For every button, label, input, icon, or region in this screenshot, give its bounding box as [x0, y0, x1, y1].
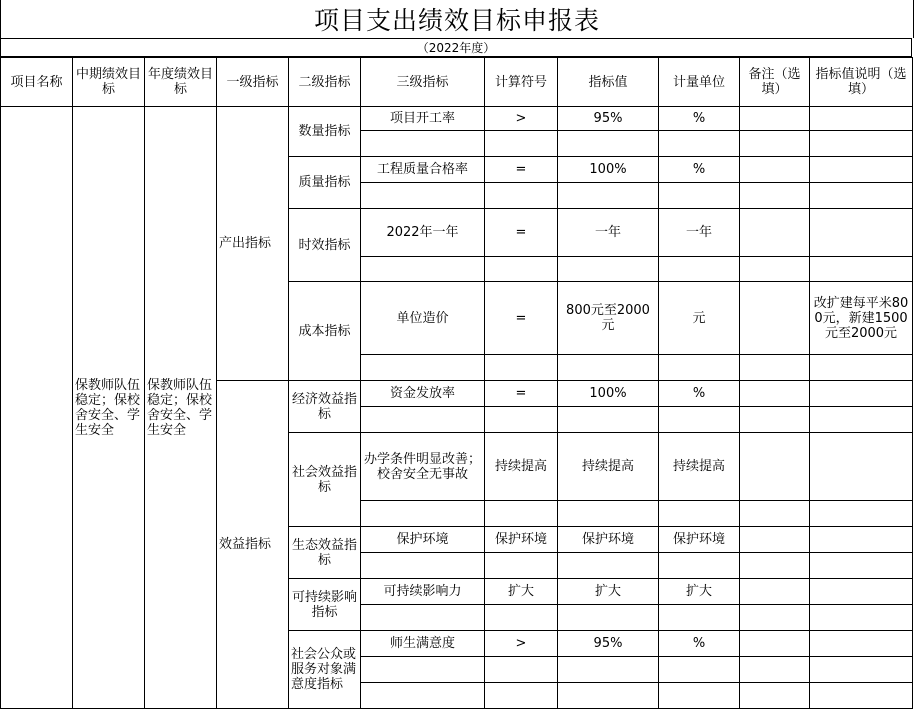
r9-value[interactable]: 95% — [558, 631, 659, 657]
mid-goal-cell[interactable]: 保教师队伍稳定；保校舍安全、学生安全 — [73, 107, 145, 709]
r1-value[interactable]: 95% — [558, 107, 659, 131]
r5-explain[interactable] — [810, 381, 913, 407]
header-operator[interactable]: 计算符号 — [485, 58, 558, 107]
empty-cell[interactable] — [810, 553, 913, 579]
empty-cell[interactable] — [485, 407, 558, 433]
level2-ecological-cell[interactable]: 生态效益指标 — [289, 527, 361, 579]
header-mid-goal[interactable]: 中期绩效目标 — [73, 58, 145, 107]
r4-remark[interactable] — [740, 282, 810, 355]
empty-cell[interactable] — [740, 183, 810, 209]
header-explain[interactable]: 指标值说明（选填） — [810, 58, 913, 107]
r2-op[interactable]: = — [485, 157, 558, 183]
r8-remark[interactable] — [740, 579, 810, 605]
empty-cell[interactable] — [810, 407, 913, 433]
empty-cell[interactable] — [810, 355, 913, 381]
empty-cell[interactable] — [659, 257, 740, 282]
r2-name[interactable]: 工程质量合格率 — [361, 157, 485, 183]
r4-explain[interactable]: 改扩建每平米800元，新建1500元至2000元 — [810, 282, 913, 355]
empty-cell[interactable] — [485, 131, 558, 157]
empty-cell[interactable] — [740, 683, 810, 709]
r7-explain[interactable] — [810, 527, 913, 553]
empty-cell[interactable] — [740, 257, 810, 282]
r7-op[interactable]: 保护环境 — [485, 527, 558, 553]
empty-cell[interactable] — [485, 657, 558, 683]
empty-cell[interactable] — [485, 683, 558, 709]
r8-value[interactable]: 扩大 — [558, 579, 659, 605]
empty-cell[interactable] — [361, 683, 485, 709]
empty-cell[interactable] — [740, 355, 810, 381]
r4-op[interactable]: = — [485, 282, 558, 355]
empty-cell[interactable] — [740, 605, 810, 631]
r4-unit[interactable]: 元 — [659, 282, 740, 355]
empty-cell[interactable] — [659, 355, 740, 381]
header-remark[interactable]: 备注（选填） — [740, 58, 810, 107]
empty-cell[interactable] — [361, 257, 485, 282]
r6-value[interactable]: 持续提高 — [558, 433, 659, 501]
empty-cell[interactable] — [558, 501, 659, 527]
empty-cell[interactable] — [659, 407, 740, 433]
r1-op[interactable]: > — [485, 107, 558, 131]
r3-name[interactable]: 2022年一年 — [361, 209, 485, 257]
empty-cell[interactable] — [810, 605, 913, 631]
empty-cell[interactable] — [810, 657, 913, 683]
level2-sustainable-cell[interactable]: 可持续影响指标 — [289, 579, 361, 631]
level2-economic-cell[interactable]: 经济效益指标 — [289, 381, 361, 433]
level2-timeliness-cell[interactable]: 时效指标 — [289, 209, 361, 282]
empty-cell[interactable] — [810, 257, 913, 282]
header-level3[interactable]: 三级指标 — [361, 58, 485, 107]
empty-cell[interactable] — [558, 407, 659, 433]
level2-satisfaction-cell[interactable]: 社会公众或服务对象满意度指标 — [289, 631, 361, 709]
performance-table — [0, 57, 913, 709]
empty-cell[interactable] — [485, 257, 558, 282]
r2-remark[interactable] — [740, 157, 810, 183]
r4-name[interactable]: 单位造价 — [361, 282, 485, 355]
page-title: 项目支出绩效目标申报表 — [0, 0, 914, 38]
empty-cell[interactable] — [361, 553, 485, 579]
empty-cell[interactable] — [810, 501, 913, 527]
header-row — [1, 58, 913, 107]
empty-cell[interactable] — [659, 657, 740, 683]
r6-explain[interactable] — [810, 433, 913, 501]
level2-quantity-cell[interactable]: 数量指标 — [289, 107, 361, 157]
empty-cell[interactable] — [659, 131, 740, 157]
r5-value[interactable]: 100% — [558, 381, 659, 407]
r7-unit[interactable]: 保护环境 — [659, 527, 740, 553]
empty-cell[interactable] — [485, 355, 558, 381]
empty-cell[interactable] — [361, 355, 485, 381]
r7-remark[interactable] — [740, 527, 810, 553]
level1-benefit-cell[interactable]: 效益指标 — [217, 381, 289, 709]
header-level1[interactable]: 一级指标 — [217, 58, 289, 107]
header-value[interactable]: 指标值 — [558, 58, 659, 107]
empty-cell[interactable] — [361, 657, 485, 683]
level2-quality-cell[interactable]: 质量指标 — [289, 157, 361, 209]
r7-name[interactable]: 保护环境 — [361, 527, 485, 553]
empty-cell[interactable] — [740, 501, 810, 527]
r3-op[interactable]: = — [485, 209, 558, 257]
r9-remark[interactable] — [740, 631, 810, 657]
empty-cell[interactable] — [485, 183, 558, 209]
empty-cell[interactable] — [659, 683, 740, 709]
r2-explain[interactable] — [810, 157, 913, 183]
r3-remark[interactable] — [740, 209, 810, 257]
r8-explain[interactable] — [810, 579, 913, 605]
r7-value[interactable]: 保护环境 — [558, 527, 659, 553]
empty-cell[interactable] — [659, 553, 740, 579]
r8-op[interactable]: 扩大 — [485, 579, 558, 605]
level1-output-cell[interactable]: 产出指标 — [217, 107, 289, 381]
annual-goal-cell[interactable]: 保教师队伍稳定；保校舍安全、学生安全 — [145, 107, 217, 709]
empty-cell[interactable] — [810, 683, 913, 709]
empty-cell[interactable] — [810, 131, 913, 157]
empty-cell[interactable] — [558, 683, 659, 709]
empty-cell[interactable] — [361, 183, 485, 209]
r5-unit[interactable]: % — [659, 381, 740, 407]
empty-cell[interactable] — [485, 605, 558, 631]
empty-cell[interactable] — [659, 183, 740, 209]
empty-cell[interactable] — [659, 605, 740, 631]
r9-explain[interactable] — [810, 631, 913, 657]
r9-op[interactable]: > — [485, 631, 558, 657]
empty-cell[interactable] — [558, 131, 659, 157]
r9-unit[interactable]: % — [659, 631, 740, 657]
header-annual-goal[interactable]: 年度绩效目标 — [145, 58, 217, 107]
empty-cell[interactable] — [558, 183, 659, 209]
year-label: （2022年度） — [0, 38, 912, 57]
r2-unit[interactable]: % — [659, 157, 740, 183]
empty-cell[interactable] — [740, 131, 810, 157]
r6-name[interactable]: 办学条件明显改善；校舍安全无事故 — [361, 433, 485, 501]
empty-cell[interactable] — [558, 355, 659, 381]
r2-value[interactable]: 100% — [558, 157, 659, 183]
empty-cell[interactable] — [558, 257, 659, 282]
r9-name[interactable]: 师生满意度 — [361, 631, 485, 657]
header-project-name[interactable]: 项目名称 — [1, 58, 73, 107]
empty-cell[interactable] — [810, 183, 913, 209]
project-name-cell[interactable] — [1, 107, 73, 709]
level2-social-cell[interactable]: 社会效益指标 — [289, 433, 361, 527]
empty-cell[interactable] — [659, 501, 740, 527]
r5-op[interactable]: = — [485, 381, 558, 407]
r4-value[interactable]: 800元至2000元 — [558, 282, 659, 355]
header-unit[interactable]: 计量单位 — [659, 58, 740, 107]
r6-op[interactable]: 持续提高 — [485, 433, 558, 501]
empty-cell[interactable] — [361, 407, 485, 433]
r6-remark[interactable] — [740, 433, 810, 501]
r8-name[interactable]: 可持续影响力 — [361, 579, 485, 605]
r6-unit[interactable]: 持续提高 — [659, 433, 740, 501]
r5-remark[interactable] — [740, 381, 810, 407]
r1-name[interactable]: 项目开工率 — [361, 107, 485, 131]
empty-cell[interactable] — [558, 657, 659, 683]
empty-cell[interactable] — [558, 605, 659, 631]
r3-value[interactable]: 一年 — [558, 209, 659, 257]
r3-explain[interactable] — [810, 209, 913, 257]
empty-cell[interactable] — [558, 553, 659, 579]
r1-explain[interactable] — [810, 107, 913, 131]
r8-unit[interactable]: 扩大 — [659, 579, 740, 605]
empty-cell[interactable] — [361, 131, 485, 157]
empty-cell[interactable] — [740, 553, 810, 579]
empty-cell[interactable] — [485, 553, 558, 579]
r1-unit[interactable]: % — [659, 107, 740, 131]
empty-cell[interactable] — [361, 501, 485, 527]
empty-cell[interactable] — [740, 657, 810, 683]
empty-cell[interactable] — [361, 605, 485, 631]
r5-name[interactable]: 资金发放率 — [361, 381, 485, 407]
header-level2[interactable]: 二级指标 — [289, 58, 361, 107]
empty-cell[interactable] — [740, 407, 810, 433]
r1-remark[interactable] — [740, 107, 810, 131]
table-row — [1, 107, 913, 131]
level2-cost-cell[interactable]: 成本指标 — [289, 282, 361, 381]
empty-cell[interactable] — [485, 501, 558, 527]
r3-unit[interactable]: 一年 — [659, 209, 740, 257]
